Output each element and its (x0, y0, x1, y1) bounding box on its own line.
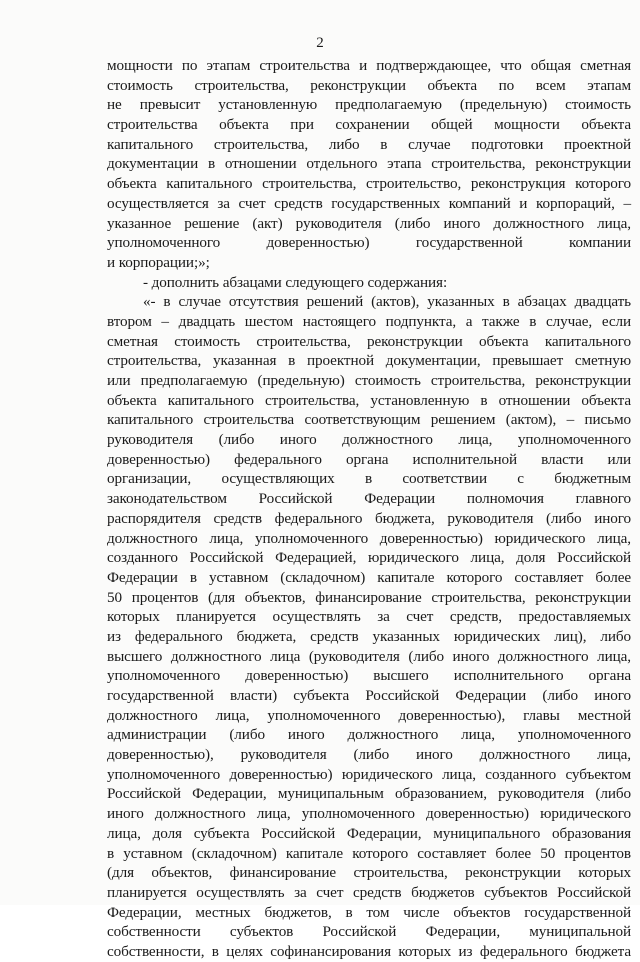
text-line: 50 процентов (для объектов, финансирование строительства, реконструкции (107, 588, 631, 606)
text-line: законодательством Российской Федерации полномочия главного (107, 490, 631, 508)
text-line: и корпорации;»; (107, 253, 210, 271)
text-line: - дополнить абзацами следующего содержания: (143, 273, 448, 291)
text-line: руководителя (либо иного должностного лица, уполномоченного (107, 431, 631, 449)
text-line: объекта капитального строительства, строительство, реконструкция которого (107, 175, 631, 193)
text-line: Российской Федерации, муниципальным образованием, руководителя (либо (107, 785, 631, 803)
text-line: которых планируется осуществлять за счет средств, предоставляемых (107, 608, 631, 626)
text-line: администрации (либо иного должностного лица, уполномоченного (107, 726, 631, 744)
text-line: капитального строительства соответствующим решением (актом), – письмо (107, 411, 631, 429)
text-line: лица, доля субъекта Российской Федерации, муниципального образования (107, 824, 631, 842)
text-line: созданного Российской Федерацией, юридического лица, доля Российской (107, 549, 631, 567)
text-line: не превысит установленную предполагаемую (предельную) стоимость (107, 96, 631, 114)
page-number: 2 (316, 35, 324, 51)
text-line: осуществляется за счет средств государственных компаний и корпораций, – (107, 194, 631, 212)
text-line: Федерации, местных бюджетов, в том числе объектов государственной (107, 903, 631, 921)
text-line: должностного лица, уполномоченного доверенностью), главы местной (107, 706, 631, 724)
text-line: указанное решение (акт) руководителя (либо иного должностного лица, (107, 214, 631, 232)
text-line: стоимость строительства, реконструкции объекта по всем этапам (107, 76, 631, 94)
text-line: мощности по этапам строительства и подтверждающее, что общая сметная (107, 57, 631, 74)
text-line: из федерального бюджета, средств указанных юридических лиц), либо (107, 627, 631, 645)
text-line: объекта капитального строительства, установленную в отношении объекта (107, 391, 631, 409)
text-line: доверенностью) федерального органа исполнительной власти или (107, 450, 631, 468)
text-line: государственной власти) субъекта Российской Федерации (либо иного (107, 687, 631, 704)
text-line: должностного лица, уполномоченного доверенностью) юридического лица, (107, 529, 631, 547)
text-line: сметная стоимость строительства, реконструкции объекта капитального (107, 332, 631, 350)
text-line: уполномоченного доверенностью) высшего исполнительного органа (107, 667, 631, 685)
text-line: строительства объекта при сохранении общей мощности объекта (107, 116, 631, 134)
text-line: капитального строительства, либо в случае подготовки проектной (107, 135, 631, 153)
text-line: «- в случае отсутствия решений (актов), указанных в абзацах двадцать (143, 293, 631, 311)
text-line: или предполагаемую (предельную) стоимость строительства, реконструкции (107, 372, 631, 389)
text-line: собственности, в целях софинансирования которых из федерального бюджета (107, 942, 631, 960)
text-line: доверенностью), руководителя (либо иного должностного лица, (107, 746, 631, 764)
text-line: уполномоченного доверенностью) юридического лица, созданного субъектом (107, 765, 631, 783)
text-line: собственности субъектов Российской Федерации, муниципальной (107, 923, 631, 941)
text-line: организации, осуществляющих в соответствии с бюджетным (107, 470, 631, 488)
text-line: в уставном (складочном) капитале которого составляет более 50 процентов (107, 844, 631, 862)
text-line: Федерации в уставном (складочном) капитале которого составляет более (107, 568, 631, 586)
text-line: распорядителя средств федерального бюджета, руководителя (либо иного (107, 509, 631, 527)
text-line: (для объектов, финансирование строительства, реконструкции которых (107, 864, 631, 882)
text-line: уполномоченного доверенностью) государственной компании (107, 234, 631, 252)
text-line: документации в отношении отдельного этапа строительства, реконструкции (107, 155, 631, 173)
text-line: иного должностного лица, уполномоченного доверенностью) юридического (107, 805, 631, 823)
text-line: высшего должностного лица (руководителя (либо иного должностного лица, (107, 647, 631, 665)
document-body (107, 56, 631, 962)
text-line: втором – двадцать шестом настоящего подпункта, а также в случае, если (107, 312, 631, 330)
text-line: строительства, указанная в проектной документации, превышает сметную (107, 352, 631, 370)
text-line: планируется осуществлять за счет средств бюджетов субъектов Российской (107, 883, 631, 901)
